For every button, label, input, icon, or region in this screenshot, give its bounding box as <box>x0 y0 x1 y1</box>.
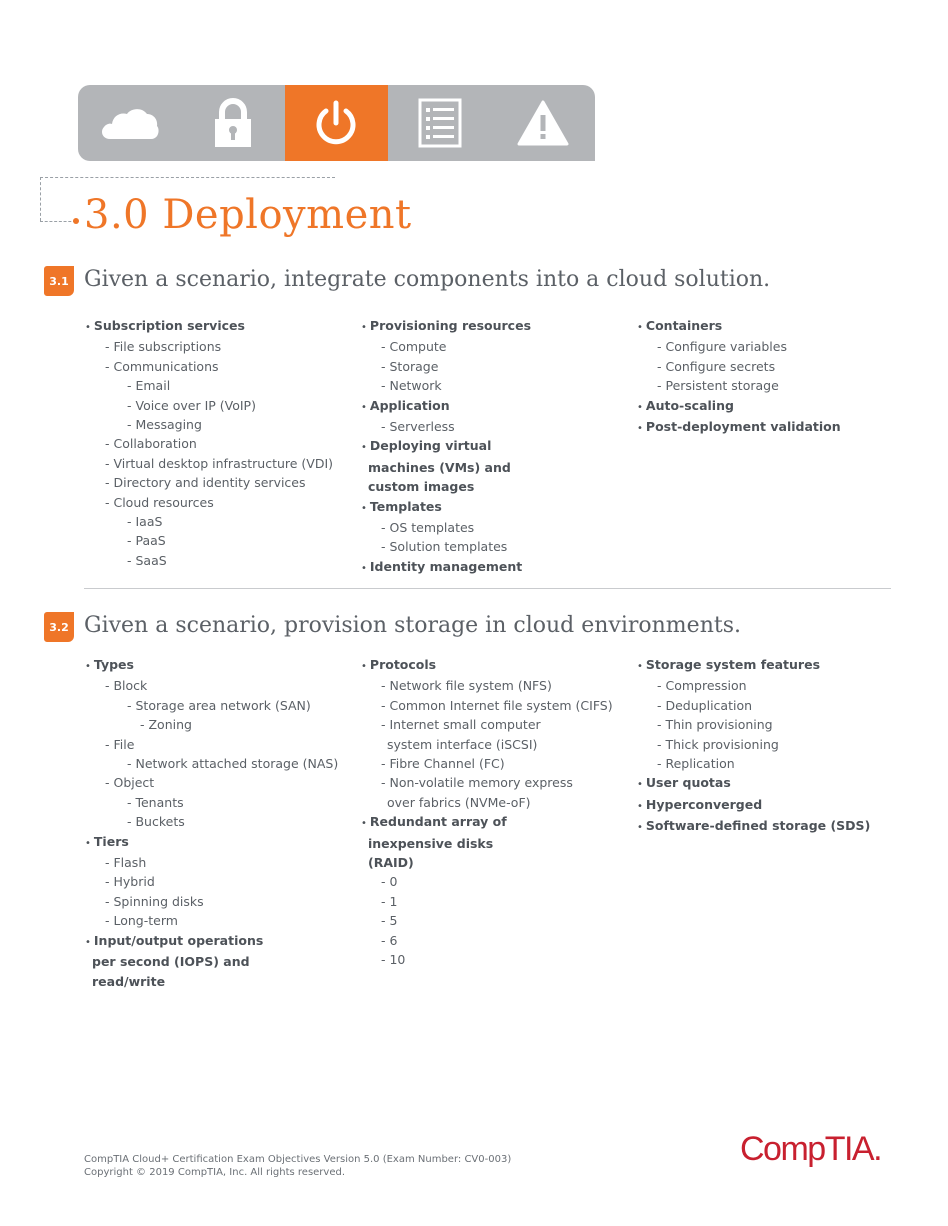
objective-topic <box>636 795 876 816</box>
bullet-icon: • <box>637 322 643 333</box>
objective-subtopic <box>636 735 876 754</box>
objective-text: - Zoning <box>140 717 192 733</box>
objective-text: Deploying virtual machines (VMs) and custom images <box>368 438 511 495</box>
objective-text: Tiers <box>93 833 129 849</box>
objective-text: - Serverless <box>381 419 455 435</box>
guide-line <box>40 177 41 221</box>
objective-text: - Fibre Channel (FC) <box>381 756 505 772</box>
objective-column <box>636 316 876 438</box>
bullet-icon: • <box>361 442 367 454</box>
objective-subtopic <box>84 357 344 376</box>
objective-text: system interface (iSCSI) <box>387 736 538 752</box>
objective-subtopic <box>360 754 530 773</box>
objective-text: - OS templates <box>381 520 475 536</box>
objective-text: - Directory and identity services <box>105 475 306 491</box>
objective-subtopic <box>360 911 530 930</box>
checklist-icon <box>388 85 491 161</box>
objective-text: - Replication <box>657 756 735 772</box>
objective-text: - Persistent storage <box>657 378 779 394</box>
objective-text: - Non-volatile memory express <box>381 775 573 791</box>
objective-subtopic <box>360 872 530 891</box>
objective-text: - Spinning disks <box>105 893 204 909</box>
objective-text: - 0 <box>381 874 398 890</box>
objective-text: - 10 <box>381 952 406 968</box>
objective-text: - Communications <box>105 358 219 374</box>
objective-column <box>84 655 339 991</box>
objective-text: - Network attached storage (NAS) <box>127 756 339 772</box>
objective-subtopic <box>84 337 344 356</box>
bullet-icon: • <box>637 779 643 791</box>
objective-text: - Collaboration <box>105 436 197 452</box>
bullet-icon: • <box>361 661 367 672</box>
footer-copyright: Copyright © 2019 CompTIA, Inc. All rights reserved. <box>84 1167 346 1178</box>
objective-text: Subscription services <box>93 318 245 333</box>
objective-text: Redundant array of inexpensive disks (RAID) <box>368 814 507 871</box>
objective-text: - Network <box>381 378 442 394</box>
objective-text: Application <box>369 397 450 413</box>
bullet-icon: • <box>85 661 91 672</box>
section-divider <box>84 588 891 589</box>
objective-text: - Voice over IP (VoIP) <box>127 397 256 413</box>
objective-text: - Common Internet file system (CIFS) <box>381 697 613 713</box>
objective-subtopic <box>636 715 876 734</box>
objective-text: - File <box>105 736 135 752</box>
objective-subtopic <box>84 911 284 930</box>
bullet-icon: • <box>637 661 643 672</box>
lock-icon <box>181 85 284 161</box>
objective-text: - Cloud resources <box>105 494 214 510</box>
objective-subtopic <box>84 396 344 415</box>
objective-subtopic <box>360 376 560 395</box>
objective-text: - Thin provisioning <box>657 717 773 733</box>
bullet-icon: • <box>85 322 91 333</box>
objective-text: Auto-scaling <box>645 397 734 413</box>
objective-text: - Compression <box>657 678 747 694</box>
objective-subtopic <box>84 551 344 570</box>
objective-subtopic <box>84 531 344 550</box>
objective-number-badge: 3.1 <box>44 266 74 296</box>
objective-text: Software-defined storage (SDS) <box>645 818 871 834</box>
objective-subtopic <box>360 793 530 812</box>
objective-subtopic <box>84 512 344 531</box>
objective-text: - Storage area network (SAN) <box>127 697 311 713</box>
objective-text: - Messaging <box>127 417 202 433</box>
objective-topic <box>636 773 876 794</box>
objective-text: Templates <box>369 498 442 514</box>
objective-subtopic <box>360 892 530 911</box>
bullet-icon: • <box>361 322 367 333</box>
objective-text: - Network file system (NFS) <box>381 678 552 694</box>
objective-subtopic <box>636 696 876 715</box>
objective-subtopic <box>636 754 876 773</box>
warning-icon <box>492 85 595 161</box>
objective-text: - Compute <box>381 339 447 355</box>
objective-topic <box>84 655 284 676</box>
objective-subtopic <box>84 434 344 453</box>
objective-topic <box>360 557 560 578</box>
objective-subtopic <box>360 773 573 792</box>
bullet-icon: • <box>361 401 367 413</box>
objective-subtopic <box>84 773 284 792</box>
guide-dot <box>73 218 79 224</box>
objective-topic <box>360 655 530 676</box>
objective-number-badge: 3.2 <box>44 612 74 642</box>
page-title: 3.0 Deployment <box>84 192 412 238</box>
objective-text: Storage system features <box>645 657 821 672</box>
bullet-icon: • <box>637 423 643 435</box>
objective-column <box>636 655 876 838</box>
objective-text: - Configure secrets <box>657 358 776 374</box>
objective-subtopic <box>360 676 552 695</box>
objective-text: Hyperconverged <box>645 796 763 812</box>
objective-subtopic <box>636 676 876 695</box>
objective-text: - File subscriptions <box>105 339 222 355</box>
objective-text: Identity management <box>369 558 523 574</box>
objective-subtopic <box>360 696 613 715</box>
objective-subtopic <box>360 715 541 734</box>
objective-text: - SaaS <box>127 552 167 568</box>
objective-topic <box>360 436 560 496</box>
objective-text: - Block <box>105 678 148 694</box>
objective-text: Input/output operations per second (IOPS) and read/write <box>92 932 264 989</box>
objective-text: Provisioning resources <box>369 318 532 333</box>
objective-text: - Solution templates <box>381 539 508 555</box>
objective-text: - 6 <box>381 932 398 948</box>
objective-text: - Virtual desktop infrastructure (VDI) <box>105 455 334 471</box>
objective-topic <box>636 396 876 417</box>
objective-subtopic <box>84 454 344 473</box>
objective-text: Containers <box>645 318 723 333</box>
objective-text: - Thick provisioning <box>657 736 779 752</box>
objective-subtopic <box>84 793 284 812</box>
objective-text: - PaaS <box>127 533 166 549</box>
objective-subtopic <box>84 715 284 734</box>
objective-text: - Configure variables <box>657 339 787 355</box>
cloud-icon <box>78 85 181 161</box>
objective-text: - Long-term <box>105 913 178 929</box>
bullet-icon: • <box>637 822 643 834</box>
objective-text: - Internet small computer <box>381 717 541 733</box>
objective-topic <box>360 497 560 518</box>
objective-topic <box>360 316 560 337</box>
objective-subtopic <box>636 376 876 395</box>
objective-subtopic <box>84 415 344 434</box>
guide-line <box>40 177 335 178</box>
objective-subtopic <box>360 337 560 356</box>
bullet-icon: • <box>85 837 91 849</box>
objective-text: - IaaS <box>127 514 163 530</box>
power-icon <box>285 85 388 161</box>
objective-subtopic <box>84 493 344 512</box>
objective-subtopic <box>360 417 560 436</box>
objective-subtopic <box>84 754 339 773</box>
footer <box>84 1153 511 1179</box>
objective-text: - 5 <box>381 913 398 929</box>
objective-subtopic <box>84 376 344 395</box>
objective-topic <box>360 812 530 872</box>
objective-heading: Given a scenario, provision storage in cloud environments. <box>84 613 741 638</box>
objective-subtopic <box>84 473 344 492</box>
objective-text: - Object <box>105 775 155 791</box>
objective-column <box>360 316 560 578</box>
objective-topic <box>636 655 876 676</box>
objective-topic <box>84 832 284 853</box>
bullet-icon: • <box>85 936 91 948</box>
footer-exam-info: CompTIA Cloud+ Certification Exam Objectives Version 5.0 (Exam Number: CV0-003) <box>84 1154 512 1165</box>
objective-subtopic <box>84 892 284 911</box>
domain-icon-bar <box>78 85 595 161</box>
bullet-icon: • <box>637 800 643 812</box>
guide-line <box>40 221 76 222</box>
objective-subtopic <box>84 676 284 695</box>
bullet-icon: • <box>637 401 643 413</box>
objective-subtopic <box>360 518 560 537</box>
objective-text: Protocols <box>369 657 437 672</box>
objective-topic <box>636 417 876 438</box>
objective-text: - Email <box>127 378 171 394</box>
objective-text: Post-deployment validation <box>645 419 841 435</box>
objective-text: Types <box>93 657 134 672</box>
objective-subtopic <box>84 735 284 754</box>
objective-text: - Storage <box>381 358 439 374</box>
objective-text: - Tenants <box>127 794 184 810</box>
objective-topic <box>360 396 560 417</box>
objective-topic <box>636 316 876 337</box>
objective-text: - Hybrid <box>105 874 155 890</box>
objective-column <box>360 655 613 970</box>
objective-topic <box>636 816 876 837</box>
objective-topic <box>84 931 284 991</box>
objective-text: - Deduplication <box>657 697 753 713</box>
objective-subtopic <box>84 696 311 715</box>
objective-subtopic <box>360 357 560 376</box>
objective-text: - 1 <box>381 893 398 909</box>
bullet-icon: • <box>361 562 367 574</box>
objective-subtopic <box>636 357 876 376</box>
bullet-icon: • <box>361 818 367 830</box>
objective-subtopic <box>360 735 538 754</box>
objective-subtopic <box>84 872 284 891</box>
objective-subtopic <box>360 537 560 556</box>
objective-subtopic <box>360 931 530 950</box>
bullet-icon: • <box>361 502 367 514</box>
objective-subtopic <box>636 337 876 356</box>
objective-column <box>84 316 344 570</box>
objective-text: over fabrics (NVMe-oF) <box>387 794 531 810</box>
objective-topic <box>84 316 344 337</box>
comptia-logo: CompTIA. <box>740 1130 882 1168</box>
objective-heading: Given a scenario, integrate components into a cloud solution. <box>84 267 771 292</box>
objective-subtopic <box>360 950 530 969</box>
objective-text: - Buckets <box>127 814 185 830</box>
objective-text: - Flash <box>105 855 147 871</box>
objective-subtopic <box>84 853 284 872</box>
objective-text: User quotas <box>645 775 731 791</box>
objective-subtopic <box>84 812 284 831</box>
